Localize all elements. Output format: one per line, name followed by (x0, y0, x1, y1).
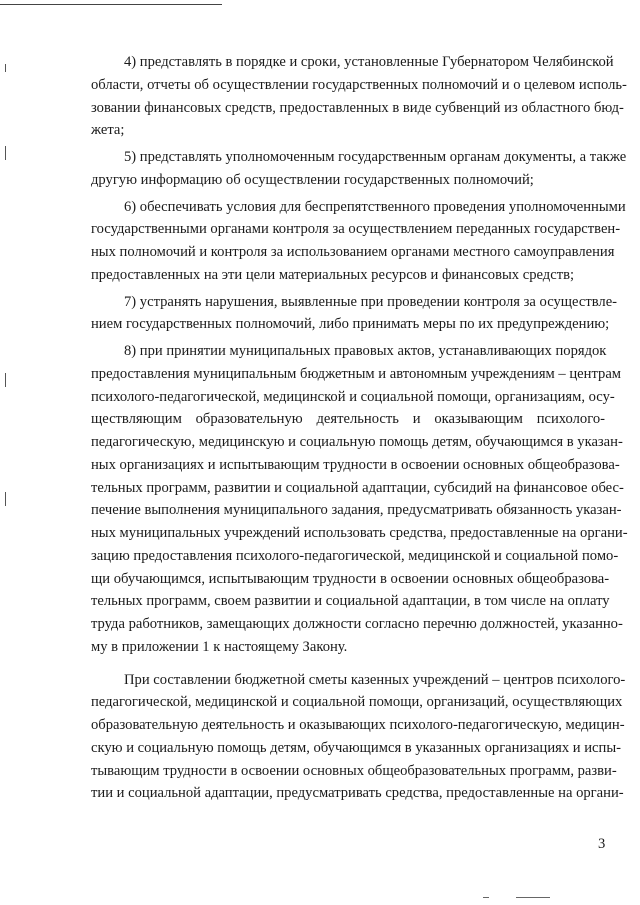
top-rule (0, 4, 222, 5)
text-line: ных организациях и испытывающим трудности в освоении основных общеобразова- (91, 456, 620, 473)
text-line: предоставления муниципальным бюджетным и автономным учреждениям – центрам (91, 365, 622, 382)
body-text (91, 51, 628, 805)
text-line: 6) обеспечивать условия для беспрепятственного проведения уполномоченными (124, 198, 626, 215)
text-line: При составлении бюджетной сметы казенных учреждений – центров психолого- (124, 671, 626, 688)
text-line: жета; (91, 122, 125, 139)
text-line: педагогической, медицинской и социальной помощи, организаций, осуществляющих (91, 694, 623, 711)
text-line: нием государственных полномочий, либо принимать меры по их предупреждению; (91, 316, 610, 333)
text-line: щи обучающимся, испытывающим трудности в освоении основных общеобразова- (91, 570, 610, 587)
text-line: 7) устранять нарушения, выявленные при проведении контроля за осуществле- (124, 293, 618, 310)
text-line: тывающим трудности в освоении основных общеобразовательных программ, разви- (91, 762, 617, 779)
text-line: 5) представлять уполномоченным государственным органам документы, а также (124, 149, 627, 165)
margin-mark (5, 146, 6, 160)
text-line: тии и социальной адаптации, предусматривать средства, предоставленные на органи- (91, 785, 624, 802)
text-line: ных муниципальных учреждений использовать средства, предоставленные на органи- (91, 525, 628, 541)
text-line: области, отчеты об осуществлении государственных полномочий и о целевом исполь- (91, 76, 627, 93)
text-line: ществляющим образовательную деятельность и оказывающим психолого- (91, 411, 605, 428)
margin-mark (5, 64, 6, 72)
text-line: 8) при принятии муниципальных правовых актов, устанавливающих порядок (124, 343, 607, 359)
text-line: тельных программ, своем развитии и социальной адаптации, в том числе на оплату (91, 593, 610, 610)
text-line: 4) представлять в порядке и сроки, установленные Губернатором Челябинской (124, 54, 614, 70)
text-line: ных полномочий и контроля за использованием органами местного самоуправления (91, 244, 615, 260)
text-line: скую и социальную помощь детям, обучающимся в указанных организациях и испы- (91, 739, 622, 756)
paragraph-gap (91, 659, 605, 669)
margin-mark (5, 492, 6, 506)
page-number: 3 (598, 836, 606, 852)
bottom-mark (483, 897, 489, 898)
text-line: печение выполнения муниципального задания, предусматривать обязанность указан- (91, 502, 622, 519)
text-line: педагогическую, медицинскую и социальную помощь детям, обучающимся в указан- (91, 434, 623, 450)
text-line: другую информацию об осуществлении государственных полномочий; (91, 171, 534, 188)
text-line: психолого-педагогической, медицинской и социальной помощи, организациям, осу- (91, 388, 615, 405)
text-line: тельных программ, развитии и социальной адаптации, субсидий на финансовое обес- (91, 479, 624, 496)
margin-mark (5, 373, 6, 387)
bottom-mark (516, 897, 550, 898)
text-line: предоставленных на эти цели материальных ресурсов и финансовых средств; (91, 266, 575, 283)
text-line: государственными органами контроля за осуществлением переданных государствен- (91, 221, 621, 238)
text-line: труда работников, замещающих должности согласно перечню должностей, указанно- (91, 616, 623, 632)
text-line: му в приложении 1 к настоящему Закону. (91, 638, 348, 655)
text-line: зовании финансовых средств, предоставленных в виде субвенций из областного бюд- (91, 99, 624, 116)
text-line: зацию предоставления психолого-педагогической, медицинской и социальной помо- (91, 547, 619, 564)
text-line: образовательную деятельность и оказывающих психолого-педагогическую, медицин- (91, 717, 625, 733)
